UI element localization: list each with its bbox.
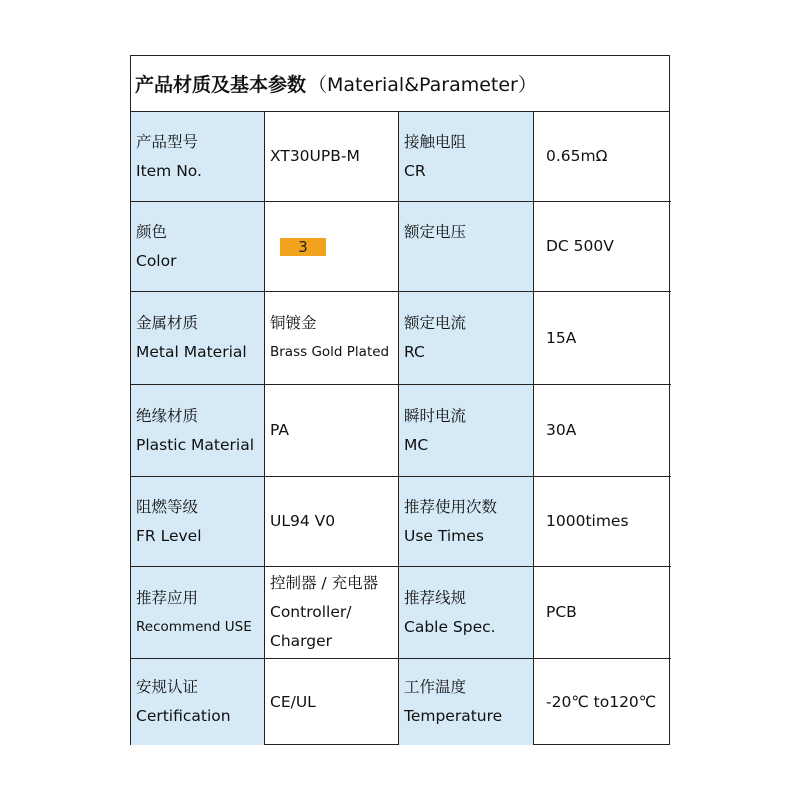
- param-value: [265, 202, 399, 292]
- param-label: [131, 477, 265, 567]
- table-title: [131, 56, 669, 112]
- param-value-line: 铜镀金: [270, 314, 317, 332]
- param-value: [534, 659, 671, 745]
- param-label-en: Color: [136, 251, 177, 270]
- param-value-line: -20℃ to120℃: [546, 692, 657, 711]
- param-label: [131, 567, 265, 659]
- param-value: [265, 477, 399, 567]
- param-label: [399, 567, 534, 659]
- param-label-en: Use Times: [404, 526, 484, 545]
- param-value-line: 0.65mΩ: [546, 147, 608, 165]
- param-value-line: DC 500V: [546, 237, 614, 255]
- param-label-zh: 安规认证: [136, 678, 199, 696]
- param-label: [399, 659, 534, 745]
- param-value-line: Brass Gold Plated: [270, 344, 390, 360]
- param-label: [131, 292, 265, 385]
- table-title-zh: 产品材质及基本参数: [135, 74, 307, 96]
- param-value-line: 1000times: [546, 512, 629, 530]
- param-label-en: FR Level: [136, 526, 202, 545]
- table-title-en: （Material&Parameter）: [308, 74, 537, 96]
- param-label-zh: 绝缘材质: [136, 406, 199, 425]
- color-swatch: 3: [280, 238, 326, 256]
- param-value: [534, 292, 671, 385]
- param-value-line: XT30UPB-M: [270, 147, 360, 165]
- param-value: [534, 385, 671, 477]
- param-value-line: UL94 V0: [270, 512, 336, 530]
- param-label: [399, 202, 534, 292]
- param-label-en: Plastic Material: [136, 435, 255, 454]
- param-label-zh: 产品型号: [136, 132, 199, 151]
- param-label-en: MC: [404, 435, 429, 454]
- param-label-zh: 阻燃等级: [136, 497, 199, 516]
- param-value-line: CE/UL: [270, 692, 316, 711]
- param-label: [131, 659, 265, 745]
- param-label: [399, 385, 534, 477]
- param-label-en: Temperature: [404, 707, 503, 725]
- param-label-en: CR: [404, 161, 426, 180]
- param-label-zh: 接触电阻: [404, 132, 467, 151]
- param-label: [399, 112, 534, 202]
- param-label: [131, 202, 265, 292]
- param-label-zh: 瞬时电流: [404, 406, 467, 425]
- param-label-en: Cable Spec.: [404, 617, 496, 636]
- param-label-zh: 推荐使用次数: [404, 497, 498, 516]
- param-value-line: 15A: [546, 328, 577, 347]
- param-value: [534, 112, 671, 202]
- param-value-line: PA: [270, 421, 289, 439]
- param-label-en: RC: [404, 343, 425, 361]
- parameter-table: [130, 55, 670, 745]
- param-value-line: 30A: [546, 421, 577, 439]
- param-label-zh: 额定电流: [404, 314, 467, 332]
- param-value-line: 控制器 / 充电器: [270, 574, 379, 592]
- param-label-zh: 工作温度: [404, 678, 467, 696]
- param-value: [265, 567, 399, 659]
- param-label: [131, 112, 265, 202]
- param-value: [534, 202, 671, 292]
- param-label-zh: 金属材质: [136, 314, 199, 332]
- param-value: [265, 385, 399, 477]
- param-label: [399, 292, 534, 385]
- param-value-line: PCB: [546, 603, 577, 621]
- param-label-en: Item No.: [136, 161, 202, 180]
- param-label: [399, 477, 534, 567]
- spacer: [404, 247, 533, 276]
- param-label-zh: 额定电压: [404, 222, 467, 241]
- param-label: [131, 385, 265, 477]
- param-value-line: Charger: [270, 632, 332, 650]
- param-value: [265, 292, 399, 385]
- param-label-en: Metal Material: [136, 343, 247, 361]
- param-value: [534, 567, 671, 659]
- param-label-en: Recommend USE: [136, 618, 252, 635]
- param-value: [265, 659, 399, 745]
- param-label-zh: 推荐应用: [136, 588, 199, 607]
- param-value: [265, 112, 399, 202]
- param-label-zh: 颜色: [136, 222, 168, 241]
- param-label-zh: 推荐线规: [404, 588, 467, 607]
- param-value-line: Controller/: [270, 603, 352, 621]
- param-value: [534, 477, 671, 567]
- param-label-en: Certification: [136, 707, 231, 725]
